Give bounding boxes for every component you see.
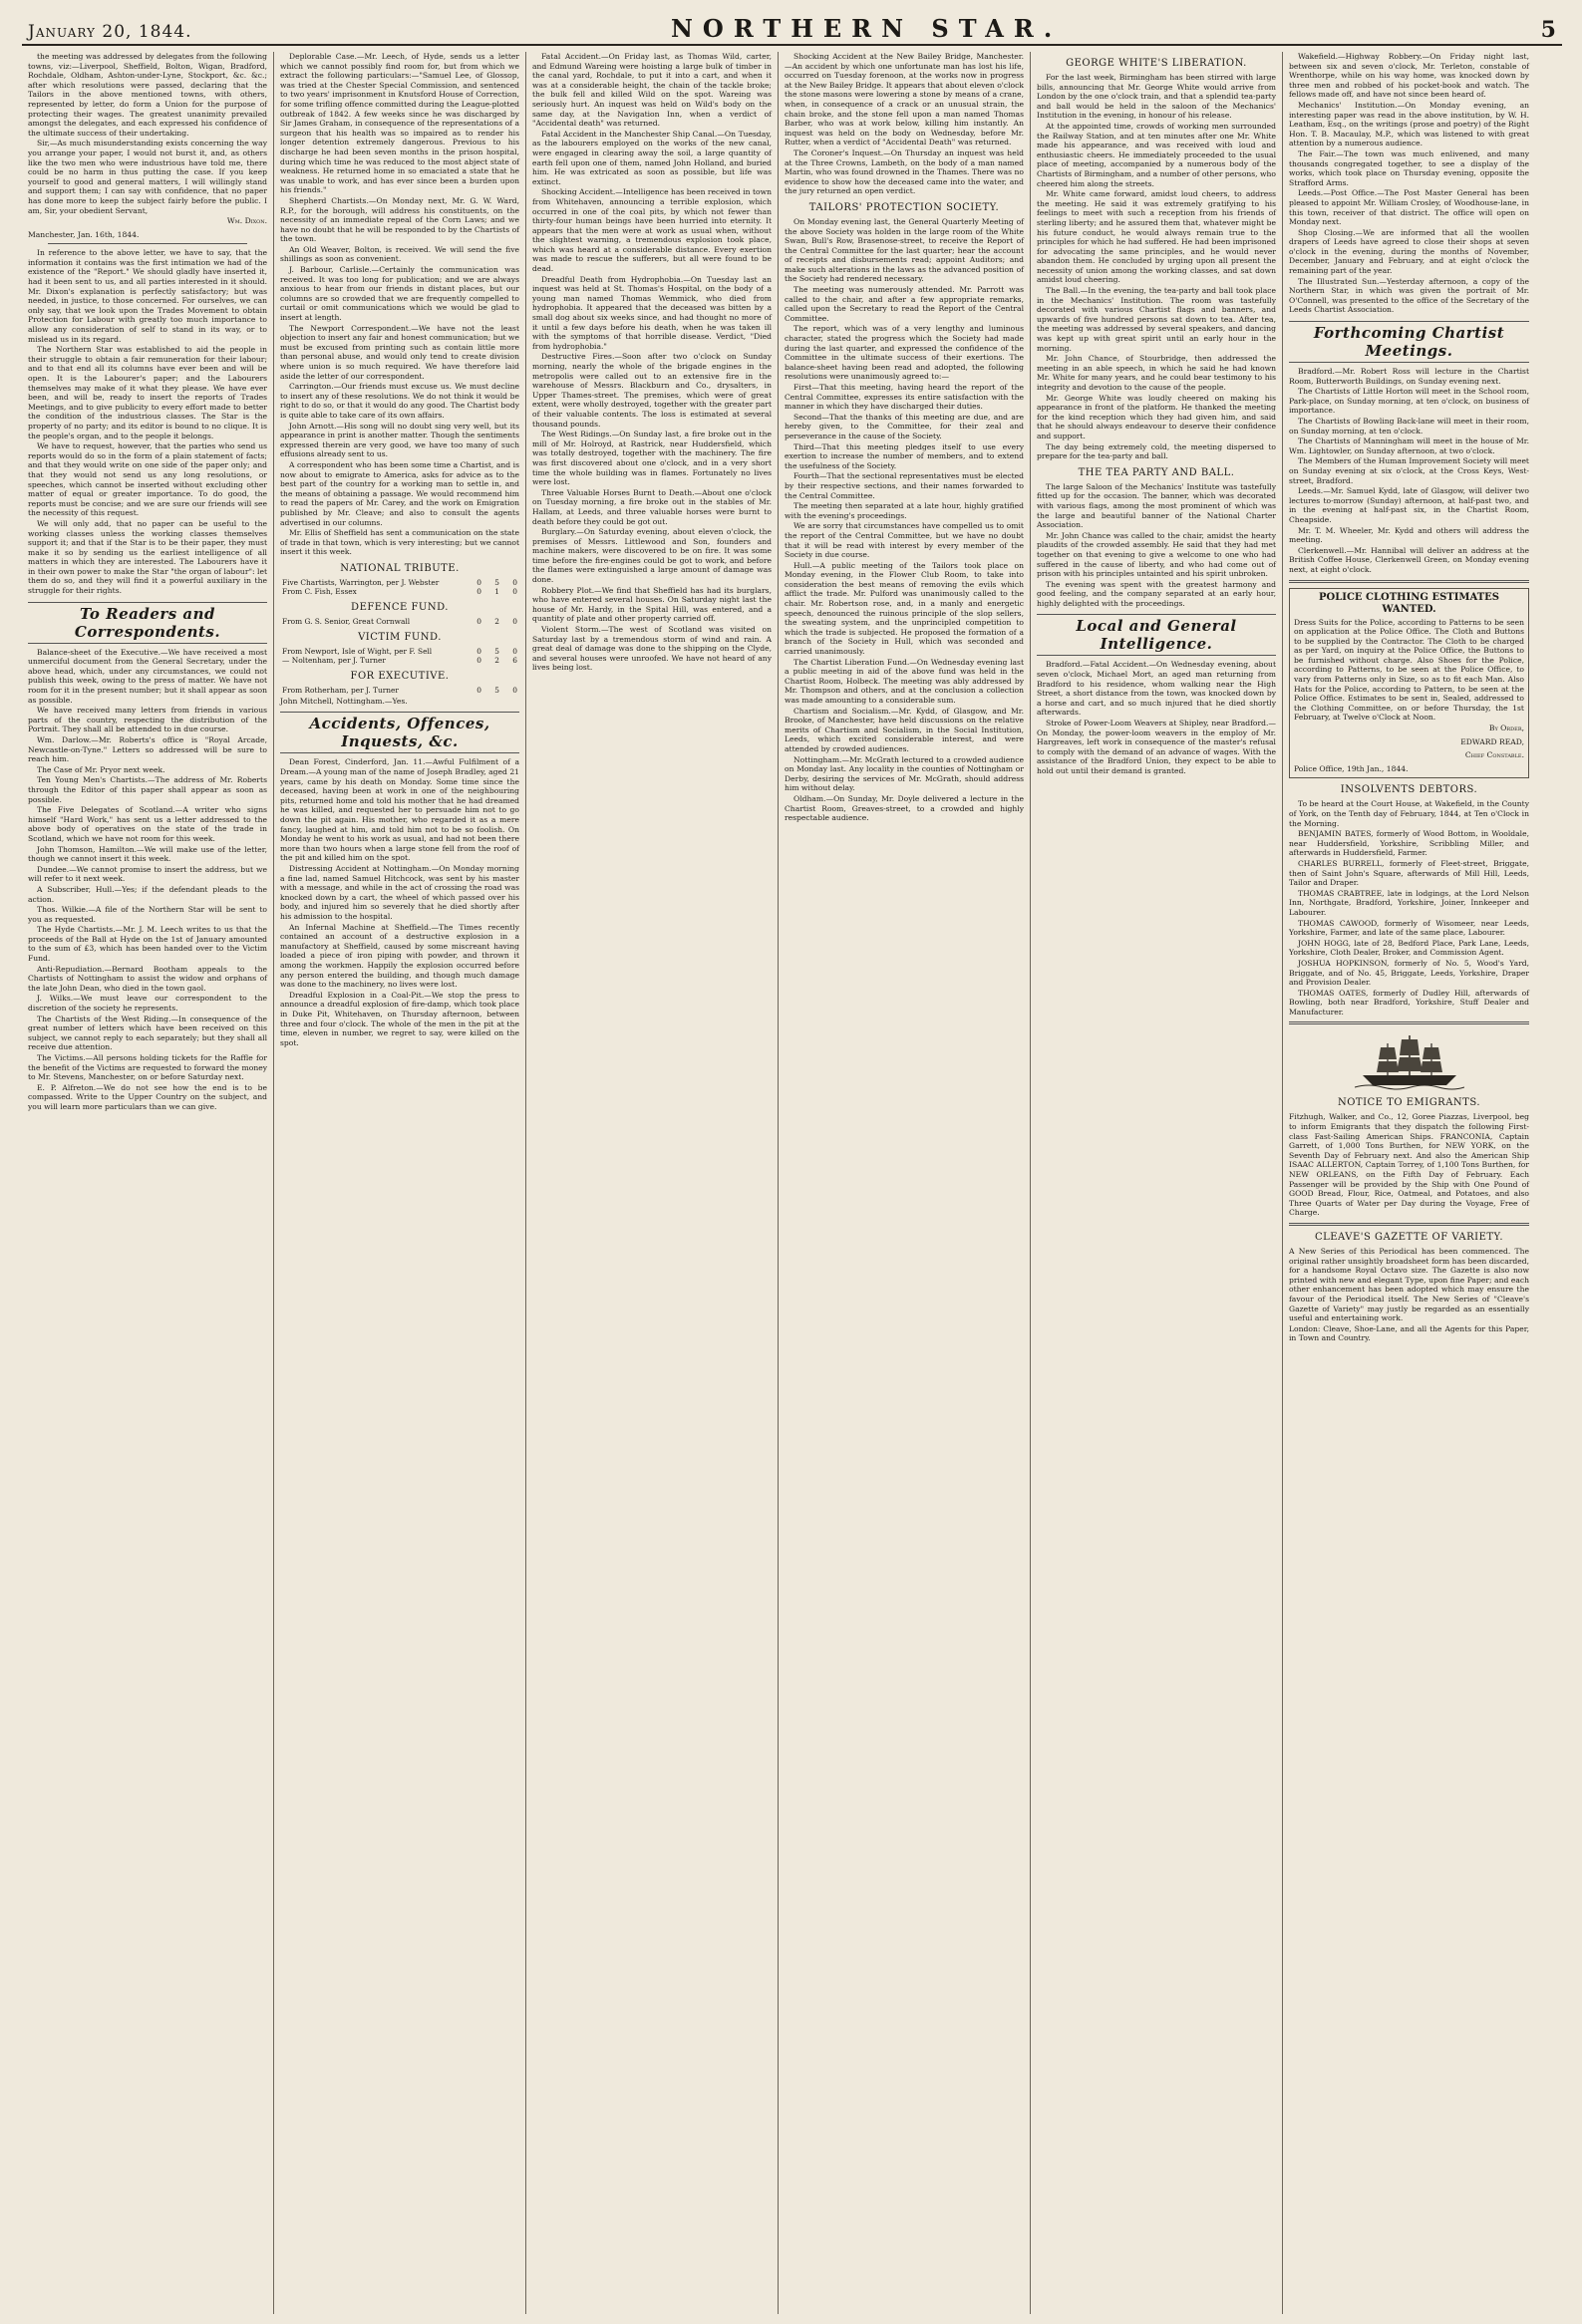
- fund-cell-d: 0: [512, 586, 517, 596]
- correspondent-note: Thos. Wilkie.—A file of the Northern Star will be sent to you as requested.: [28, 905, 267, 924]
- fund-heading-defence: DEFENCE FUND.: [351, 601, 449, 613]
- local-news-paragraph: Bradford.—Fatal Accident.—On Wednesday evening, about seven o'clock, Michael Mort, an aged man returning from Bradford to his residence, whom walking near the High Street, a short distance from the town, was knocked down by a horse and cart, and so much injured that he died shortly afterwards.: [1037, 660, 1276, 718]
- george-white-paragraph: Mr. White came forward, amidst loud cheers, to address the meeting. He said it was extremely gratifying to his feelings to meet with such a reception from his friends of sterling liberty; and he assured them that, whatever might be his future conduct, he would always remain true to the principles for which he had suffered. He had been imprisoned for advocating the same principles, and he would never abandon them. He concluded by urging upon all present the necessity of union among the working classes, and sat down amidst loud cheering.: [1037, 189, 1276, 285]
- tea-party-paragraph: The evening was spent with the greatest harmony and good feeling, and the company separated at an early hour, highly delighted with the proceedings.: [1037, 579, 1276, 608]
- gazette-footer: London: Cleave, Shoe-Lane, and all the Agents for this Paper, in Town and Country.: [1289, 1323, 1529, 1343]
- meeting-notice: The Members of the Human Improvement Society will meet on Sunday evening at six o'clock, at the Cross Keys, West-street, Bradford.: [1289, 456, 1529, 485]
- column-4-body: [785, 52, 1024, 196]
- news-paragraph: The West Ridings.—On Sunday last, a fire broke out in the mill of Mr. Holroyd, at Rastrick, near Huddersfield, which was totally destroyed, together with the machinery. The fire was first discovered about one o'clock, and in a very short time the whole building was in flames. Fortunately no lives were lost.: [532, 430, 772, 487]
- insolvent-entry: JOHN HOGG, late of 28, Bedford Place, Park Lane, Leeds, Yorkshire, Cloth Dealer, Broker, and Commission Agent.: [1289, 938, 1529, 958]
- newspaper-title: NORTHERN STAR.: [670, 14, 1063, 43]
- george-white-heading: GEORGE WHITE'S LIBERATION.: [1066, 58, 1247, 69]
- fund-cell-s: 2: [494, 655, 499, 665]
- tailors-paragraph: Third—That this meeting pledges itself to use every exertion to increase the number of members, and to extend the usefulness of the Society.: [785, 441, 1024, 470]
- tailors-body: [785, 217, 1024, 823]
- advert-signatory: EDWARD READ,: [1460, 736, 1524, 746]
- news-paragraph: A correspondent who has been some time a Chartist, and is now about to emigrate to America, asks for advice as to the best part of the country for a working man to settle in, and the means of obtaining a passage. We would recommend him to read the papers of Mr. Carey, and the work on Emigration published by Mr. Cleave; and also to consult the agents advertised in our columns.: [280, 459, 519, 527]
- tailors-paragraph: We are sorry that circumstances have compelled us to omit the report of the Central Committee, but we have no doubt that it will be read with interest by every member of the Society in due course.: [785, 521, 1024, 560]
- tailors-paragraph: Chartism and Socialism.—Mr. Kydd, of Glasgow, and Mr. Brooke, of Manchester, have held discussions on the relative merits of Chartism and Socialism, in the Social Institution, Leeds, which excited considerable interest, and were attended by crowded audiences.: [785, 706, 1024, 753]
- fund-heading-executive: FOR EXECUTIVE.: [350, 670, 450, 682]
- correspondent-note: E. P. Alfreton.—We do not see how the end is to be compassed. Write to the Upper Country on the subject, and you will learn more particulars than we can give.: [28, 1082, 267, 1111]
- news-paragraph: Burglary.—On Saturday evening, about eleven o'clock, the premises of Messrs. Littlewood and Son, founders and machine makers, were discovered to be on fire. It was some time before the fire-engines could be got to work, and before the flames were extinguished a large amount of damage was done.: [532, 527, 772, 585]
- meetings-heading: Forthcoming Chartist Meetings.: [1289, 321, 1529, 363]
- page-number: 5: [1540, 17, 1556, 43]
- news-paragraph: Mr. Ellis of Sheffield has sent a communication on the state of trade in that town, which is very interesting; but we cannot insert it this week.: [280, 528, 519, 557]
- insolvent-entry: CHARLES BURRELL, formerly of Fleet-street, Briggate, then of Saint John's Square, afterwards of Mill Hill, Leeds, Tailor and Draper.: [1289, 858, 1529, 888]
- fund-cell-s: 2: [494, 616, 499, 626]
- advert-title: POLICE CLOTHING ESTIMATES WANTED.: [1319, 591, 1499, 615]
- issue-date: January 20, 1844.: [28, 22, 192, 42]
- accidents-heading: Accidents, Offences, Inquests, &c.: [280, 712, 519, 753]
- column-6: [1283, 52, 1535, 2314]
- tailors-paragraph: On Monday evening last, the General Quarterly Meeting of the above Society was holden in the large room of the White Swan, Bull's Row, Brasenose-street, to receive the Report of the Central Committee for the last quarter; hear the account of receipts and disbursements read; appoint Auditors; and make such alterations in the laws as the advanced position of the Society had rendered necessary.: [785, 216, 1024, 284]
- news-paragraph: Violent Storm.—The west of Scotland was visited on Saturday last by a tremendous storm of wind and rain. A great deal of damage was done to the shipping on the Clyde, and several houses were unroofed. We have not heard of any lives being lost.: [532, 625, 772, 673]
- correspondent-note: Ten Young Men's Chartists.—The address of Mr. Roberts through the Editor of this paper shall appear as soon as possible.: [28, 775, 267, 804]
- column-4: [779, 52, 1031, 2314]
- fund-cell-d: 0: [512, 646, 517, 656]
- fund-cell-label: — Noltenham, per J. Turner: [282, 655, 386, 665]
- insolvents-heading: INSOLVENTS DEBTORS.: [1340, 784, 1478, 796]
- masthead: [22, 12, 1562, 46]
- correspondent-note: Dundee.—We cannot promise to insert the address, but we will refer to it next week.: [28, 864, 267, 884]
- george-white-body: [1037, 73, 1276, 461]
- gazette-body: A New Series of this Periodical has been commenced. The original rather unsightly broadsheet form has been discarded, for a handsome Royal Octavo size. The Gazette is also now printed with new and elegant Type, upon fine Paper; and each other enhancement has been adopted which may ensure the favour of the Periodical itself. The New Series of "Cleave's Gazette of Variety" may justly be regarded as an essentially useful and entertaining work.: [1289, 1247, 1529, 1323]
- news-paragraph: Mechanics' Institution.—On Monday evening, an interesting paper was read in the above institution, by W. H. Leatham, Esq., on the writings (prose and poetry) of the Right Hon. T. B. Macaulay, M.P., which was listened to with great attention by a numerous audience.: [1289, 100, 1529, 148]
- tailors-paragraph: First—That this meeting, having heard the report of the Central Committee, expresses its entire satisfaction with the manner in which they have discharged their duties.: [785, 383, 1024, 412]
- meeting-notice: Clerkenwell.—Mr. Hannibal will deliver an address at the British Coffee House, Clerkenwell Green, on Monday evening next, at eight o'clock.: [1289, 545, 1529, 574]
- news-paragraph: An Old Weaver, Bolton, is received. We will send the five shillings as soon as convenient.: [280, 244, 519, 264]
- fund-row: [280, 617, 519, 626]
- fund-cell-label: From C. Fish, Essex: [282, 586, 357, 596]
- fund-cell-l: 0: [476, 577, 481, 587]
- tea-party-heading: THE TEA PARTY AND BALL.: [1078, 466, 1235, 478]
- divider: [1289, 580, 1529, 583]
- letter-signature: Wm. Dixon.: [226, 216, 267, 226]
- tea-party-paragraph: The large Saloon of the Mechanics' Institute was tastefully fitted up for the occasion. The banner, which was decorated with various flags, among the most prominent of which was the large and beautiful banner of the National Charter Association.: [1037, 481, 1276, 530]
- accident-report: Distressing Accident at Nottingham.—On Monday morning a fine lad, named Samuel Hitchcock, was sent by his master with a message, and while in the act of crossing the road was knocked down by a cart, the wheel of which passed over his body, and injured him so severely that he died shortly after his admission to the hospital.: [280, 864, 519, 921]
- meeting-notice: The Chartists of Manningham will meet in the house of Mr. Wm. Lightowler, on Sunday afternoon, at two o'clock.: [1289, 436, 1529, 455]
- meeting-notice: The Chartists of Bowling Back-lane will meet in their room, on Sunday morning, at ten o'clock.: [1289, 417, 1529, 436]
- insolvent-entry: THOMAS CAWOOD, formerly of Wisomeer, near Leeds, Yorkshire, Farmer, and late of the same place, Labourer.: [1289, 918, 1529, 938]
- fund-cell-d: 0: [512, 616, 517, 626]
- correspondent-note: John Thomson, Hamilton.—We will make use of the letter, though we cannot insert it this week.: [28, 844, 267, 864]
- tailors-paragraph: Second—That the thanks of this meeting are due, and are hereby given, to the Committee, for their zeal and perseverance in the cause of the Society.: [785, 412, 1024, 440]
- meeting-notice: Bradford.—Mr. Robert Ross will lecture in the Chartist Room, Butterworth Buildings, on Sunday evening next.: [1289, 367, 1529, 386]
- accident-report: Dean Forest, Cinderford, Jan. 11.—Awful Fulfilment of a Dream.—A young man of the name of Joseph Bradley, aged 21 years, came by his death on Monday. Some time since the deceased, having been at work in one of the neighbouring pits, returned home and told his mother that he had dreamed he was killed, and requested her to persuade him not to go down the pit again. His mother, who regarded it as a mere fancy, laughed at him, and told him not to be so foolish. On Monday he went to his work as usual, and had not been there more than two hours when a large stone fell from the roof of the pit and killed him on the spot.: [280, 757, 519, 863]
- fund-cell-d: 0: [512, 685, 517, 695]
- news-paragraph: Dreadful Death from Hydrophobia.—On Tuesday last an inquest was held at St. Thomas's Hospital, on the body of a young man named Thomas Wemmick, who died from hydrophobia. It appeared that the deceased was bitten by a small dog about six weeks since, and had thought no more of it until a few days before his death, when he was taken ill with the symptoms of that horrible disease. Verdict, "Died from hydrophobia.": [532, 274, 772, 351]
- george-white-paragraph: The day being extremely cold, the meeting dispersed to prepare for the tea-party and ball.: [1037, 441, 1276, 461]
- editorial-paragraph: We will only add, that no paper can be useful to the working classes unless the working classes themselves support it; and that if the Star is to be their paper, they must make it so by sending us the earliest intelligence of all matters in which they are interested. The Labourers have it in their own power to make the Star "the organ of labour": let them do so, and they will find it a powerful auxiliary in the struggle for their rights.: [28, 518, 267, 596]
- fund-cell-label: From Rotherham, per J. Turner: [282, 685, 399, 695]
- accident-report: Dreadful Explosion in a Coal-Pit.—We stop the press to announce a dreadful explosion of fire-damp, which took place in Duke Pit, Whitehaven, on Thursday afternoon, between three and four o'clock. The whole of the men in the pit at the time, eleven in number, we regret to say, were killed on the spot.: [280, 990, 519, 1047]
- george-white-paragraph: The Ball.—In the evening, the tea-party and ball took place in the Mechanics' Institution. The room was tastefully decorated with various Chartist flags and banners, and upwards of five hundred persons sat down to tea. After tea, the meeting was addressed by several speakers, and dancing was kept up with great spirit until an early hour in the morning.: [1037, 286, 1276, 353]
- column-3-body: [532, 52, 772, 673]
- correspondent-note: A Subscriber, Hull.—Yes; if the defendant pleads to the action.: [28, 884, 267, 904]
- fund-signature: John Mitchell, Nottingham.—Yes.: [280, 696, 408, 706]
- tea-party-paragraph: Mr. John Chance was called to the chair, amidst the hearty plaudits of the crowded assembly. He said that they had met together on that evening to give a welcome to one who had suffered in the cause of liberty, and who had come out of prison with his principles untainted and his spirit unbroken.: [1037, 530, 1276, 579]
- tea-party-body: [1037, 482, 1276, 609]
- meeting-notice: The Chartists of Little Horton will meet in the School room, Park-place, on Sunday morning, at ten o'clock, on business of importance.: [1289, 387, 1529, 416]
- meeting-notice: Mr. T. M. Wheeler, Mr. Kydd and others will address the meeting.: [1289, 525, 1529, 545]
- fund-cell-s: 1: [494, 586, 499, 596]
- fund-table-national-tribute: [280, 578, 519, 596]
- tailors-paragraph: The Chartist Liberation Fund.—On Wednesday evening last a public meeting in aid of the above fund was held in the Chartist Room, Holbeck. The meeting was ably addressed by Mr. Thompson and others, and at the conclusion a collection was made amounting to a considerable sum.: [785, 657, 1024, 705]
- fund-cell-d: 6: [512, 655, 517, 665]
- news-paragraph: Shop Closing.—We are informed that all the woollen drapers of Leeds have agreed to close their shops at seven o'clock in the evening, during the months of November, December, January and February, and at eight o'clock the remaining part of the year.: [1289, 227, 1529, 276]
- police-clothing-advert: [1289, 588, 1529, 779]
- local-news-paragraph: Stroke of Power-Loom Weavers at Shipley, near Bradford.—On Monday, the power-loom weavers in the employ of Mr. Hargreaves, left work in consequence of the master's refusal to comply with the demand of an advance of wages. With the assistance of the Bradford Union, they expect to be able to hold out until their demand is granted.: [1037, 719, 1276, 775]
- fund-cell-l: 0: [476, 685, 481, 695]
- correspondent-note: The Chartists of the West Riding.—In consequence of the great number of letters which have been received on this subject, we cannot reply to each separately; but they shall all receive due attention.: [28, 1014, 267, 1052]
- local-intelligence-body: [1037, 660, 1276, 775]
- news-paragraph: The Newport Correspondent.—We have not the least objection to insert any fair and honest communication; but we must be excused from printing such as contain little more than personal abuse, and would only tend to create division where union is so much required. We have therefore laid aside the letter of our correspondent.: [280, 323, 519, 381]
- correspondent-note: The Victims.—All persons holding tickets for the Raffle for the benefit of the Victims are requested to forward the money to Mr. Stevens, Manchester, on or before Saturday next.: [28, 1053, 267, 1082]
- fund-cell-l: 0: [476, 655, 481, 665]
- gazette-heading: CLEAVE'S GAZETTE OF VARIETY.: [1314, 1232, 1504, 1243]
- news-paragraph: Wakefield.—Highway Robbery.—On Friday night last, between six and seven o'clock, Mr. Terleton, constable of Wrenthorpe, while on his way home, was knocked down by three men and robbed of his pocket-book and watch. The fellows made off, and have not since been heard of.: [1289, 52, 1529, 100]
- column-5: [1031, 52, 1283, 2314]
- meeting-notice: Leeds.—Mr. Samuel Kydd, late of Glasgow, will deliver two lectures to-morrow (Sunday) afternoon, at half-past two, and in the evening at half-past six, in the Chartist Room, Cheapside.: [1289, 486, 1529, 524]
- news-paragraph: The Coroner's Inquest.—On Thursday an inquest was held at the Three Crowns, Lambeth, on the body of a man named Martin, who was found drowned in the Thames. There was no evidence to show how the deceased came into the water, and the jury returned an open verdict.: [785, 147, 1024, 196]
- news-paragraph: Leeds.—Post Office.—The Post Master General has been pleased to appoint Mr. William Crosley, of Woodhouse-lane, in this town, receiver of that district. The office will open on Monday next.: [1289, 188, 1529, 227]
- george-white-paragraph: Mr. George White was loudly cheered on making his appearance in front of the platform. He thanked the meeting for the kind reception which they had given him, and said that he should always endeavour to deserve their confidence and support.: [1037, 393, 1276, 440]
- advert-signatory-role: Chief Constable.: [1464, 750, 1524, 760]
- insolvent-entry: THOMAS OATES, formerly of Dudley Hill, afterwards of Bowling, both near Bradford, Yorkshire, Stuff Dealer and Manufacturer.: [1289, 988, 1529, 1017]
- news-paragraph: John Arnott.—His song will no doubt sing very well, but its appearance in print is another matter. Though the sentiments expressed therein are very good, we have too many of such effusions already sent to us.: [280, 421, 519, 459]
- meetings-list: [1289, 367, 1529, 574]
- insolvents-list: [1289, 799, 1529, 1017]
- fund-row: [280, 647, 519, 656]
- column-2-body: [280, 52, 519, 557]
- fund-row: [280, 578, 519, 587]
- news-paragraph: J. Barbour, Carlisle.—Certainly the communication was received. It was too long for publication; and we are always anxious to hear from our friends in distant places, but our columns are so crowded that we are frequently compelled to curtail or omit communications which we would be glad to insert at length.: [280, 265, 519, 323]
- letter-body: [28, 52, 267, 215]
- fund-row: [280, 686, 519, 695]
- news-paragraph: Deplorable Case.—Mr. Leech, of Hyde, sends us a letter which we cannot possibly find room for, but from which we extract the following particulars:—"Samuel Lee, of Glossop, was tried at the Chester Special Commission, and sentenced to two years' imprisonment in Knutsford House of Correction, for some trifling offence committed during the League-plotted outbreak of 1842. A few weeks since he was discharged by Sir James Graham, in consequence of the representations of a surgeon that his health was so impaired as to render his longer detention extremely dangerous. Previous to his discharge he had been seven months in the prison hospital, during which time he was reduced to the most abject state of weakness. He returned home in so emaciated a state that he was unable to work, and has ever since been a burden upon his friends.": [280, 52, 519, 195]
- editorial-paragraph: The Northern Star was established to aid the people in their struggle to obtain a fair remuneration for their labour; and to that end all its columns have ever been and will be open. It is the Labourer's paper; and the Labourers themselves may make of it what they please. We have ever been, and will be, ready to insert the reports of Trades Meetings, and to give publicity to every effort made to better the condition of the industrious classes. The Star is the property of no party; and its editor is bound to no clique. It is the people's organ, and to the people it belongs.: [28, 345, 267, 440]
- correspondents-heading: To Readers and Correspondents.: [28, 602, 267, 644]
- news-paragraph: Three Valuable Horses Burnt to Death.—About one o'clock on Tuesday morning, a fire broke out in the stables of Mr. Hallam, at Leeds, and three valuable horses were burnt to death before they could be got out.: [532, 487, 772, 526]
- column-3: [526, 52, 779, 2314]
- news-paragraph: Destructive Fires.—Soon after two o'clock on Sunday morning, nearly the whole of the brigade engines in the metropolis were called out to an extensive fire in the warehouse of Messrs. Blackburn and Co., drysalters, in Upper Thames-street. The premises, which were of great extent, were wholly destroyed, together with the greater part of their valuable contents. The loss is estimated at several thousand pounds.: [532, 352, 772, 429]
- fund-cell-l: 0: [476, 616, 481, 626]
- accident-report: An Infernal Machine at Sheffield.—The Times recently contained an account of a destructive explosion in a manufactory at Sheffield, caused by some miscreant having loaded a piece of iron piping with powder, and thrown it among the workmen. Happily the explosion occurred before any person entered the building, and though much damage was done to the machinery, no lives were lost.: [280, 922, 519, 990]
- fund-heading-national-tribute: NATIONAL TRIBUTE.: [340, 562, 460, 574]
- news-paragraph: Robbery Plot.—We find that Sheffield has had its burglars, who have entered several houses. On Saturday night last the house of Mr. Hardy, in the Spital Hill, was entered, and a quantity of plate and other property carried off.: [532, 585, 772, 624]
- accidents-list: [280, 757, 519, 1047]
- fund-cell-l: 0: [476, 586, 481, 596]
- letter-place-date: Manchester, Jan. 16th, 1844.: [28, 229, 140, 239]
- news-paragraph: Shocking Accident at the New Bailey Bridge, Manchester.—An accident by which one unfortunate man has lost his life, occurred on Tuesday forenoon, at the works now in progress at the New Bailey Bridge. It appears that about eleven o'clock the stone masons were lowering a stone by means of a crane, when, in consequence of a crack or an unusual strain, the chain broke, and the stone fell upon a man named Thomas Barber, who was at work below, killing him instantly. An inquest was held on the body on Wednesday, before Mr. Rutter, when a verdict of "Accidental Death" was returned.: [785, 52, 1024, 147]
- fund-cell-s: 5: [494, 646, 499, 656]
- news-paragraph: Carrington.—Our friends must excuse us. We must decline to insert any of these resolutions. We do not think it would be right to do so, or that it would do any good. The Chartist body is quite able to take care of its own affairs.: [280, 382, 519, 420]
- letter-paragraph: the meeting was addressed by delegates from the following towns, viz:—Liverpool, Sheffield, Bolton, Wigan, Bradford, Rochdale, Oldham, Ashton-under-Lyne, Stockport, &c. &c.; after which resolutions were passed, declaring that the Tailors in the above mentioned towns, with others, represented by letter, do form a Union for the purpose of protecting their wages. The greatest unanimity prevailed amongst the delegates, and each expressed his confidence of the ultimate success of their undertaking.: [28, 52, 267, 138]
- correspondent-note: J. Wilks.—We must leave our correspondent to the discretion of the society he represents.: [28, 994, 267, 1014]
- columns: [22, 52, 1562, 2314]
- tailors-paragraph: The meeting was numerously attended. Mr. Parrott was called to the chair, and after a few appropriate remarks, called upon the Secretary to read the Report of the Central Committee.: [785, 285, 1024, 323]
- letter-paragraph: Sir,—As much misunderstanding exists concerning the way you arrange your paper, I would not burst it, and, as others like the two men who were industrious have told me, there could be no harm in thus putting the case. If you keep yourself to good and general matters, I will willingly stand and support them; I can say with confidence, that no paper has done more to keep the subject fairly before the public. I am, Sir, your obedient Servant,: [28, 139, 267, 215]
- correspondent-note: Anti-Repudiation.—Bernard Bootham appeals to the Chartists of Nottingham to assist the widow and orphans of the late John Dean, who died in the town gaol.: [28, 964, 267, 993]
- fund-cell-d: 0: [512, 577, 517, 587]
- fund-heading-victim: VICTIM FUND.: [358, 631, 442, 643]
- correspondent-note: The Five Delegates of Scotland.—A writer who signs himself "Hard Work," has sent us a letter addressed to the above body of operatives on the state of the trade in Scotland, which we have not room for this week.: [28, 805, 267, 843]
- advert-body: Dress Suits for the Police, according to Patterns to be seen on application at the Police Office. The Cloth and Buttons to be supplied by the Contractor. The Cloth to be charged as per Yard, on inquiry at the Police Office, the Buttons to be furnished without charge. Also Shoes for the Police, according to Patterns, to be seen at the Police Office, to vary from Patterns only in Size, so as to fit each Man. Also Hats for the Police, according to Pattern, to be seen at the Police Office. Estimates to be sent in, Sealed, addressed to the Clothing Committee, on or before Thursday, the 1st February, at Twelve o'Clock at Noon.: [1294, 617, 1524, 723]
- editorial-paragraph: In reference to the above letter, we have to say, that the information it contains was the first intimation we had of the existence of the "Report." We should gladly have inserted it, had it been sent to us, and all parties interested in it should. Mr. Dixon's explanation is perfectly satisfactory; but was needed, in justice, to those concerned. For ourselves, we can only say, that we look upon the Trades Movement to obtain Protection for Labour with greatly too much importance to allow any consideration of self to stand in its way, or to mislead us in its regard.: [28, 248, 267, 344]
- correspondent-note: The Hyde Chartists.—Mr. J. M. Leech writes to us that the proceeds of the Ball at Hyde on the 1st of January amounted to the sum of £3, which has been handed over to the Victim Fund.: [28, 925, 267, 964]
- fund-table-defence: [280, 617, 519, 626]
- news-paragraph: The Illustrated Sun.—Yesterday afternoon, a copy of the Northern Star, in which was given the portrait of Mr. O'Connell, was presented to the office of the Secretary of the Leeds Chartist Association.: [1289, 276, 1529, 315]
- editorial-body: [28, 248, 267, 595]
- news-paragraph: Shocking Accident.—Intelligence has been received in town from Whitehaven, announcing a terrible explosion, which occurred in one of the coal pits, by which not fewer than thirty-four human beings have been hurried into eternity. It appears that the men were at work as usual when, without the slightest warning, a tremendous explosion took place, which was heard at a considerable distance. Every exertion was made to rescue the sufferers, but all were found to be dead.: [532, 187, 772, 274]
- fund-cell-label: From Newport, Isle of Wight, per F. Sell: [282, 646, 433, 656]
- insolvent-entry: BENJAMIN BATES, formerly of Wood Bottom, in Wooldale, near Huddersfield, Yorkshire, Scribbling Miller, and afterwards in Huddersfield, Farmer.: [1289, 829, 1529, 858]
- fund-row: [280, 656, 519, 665]
- divider: [48, 243, 247, 244]
- emigrants-heading: NOTICE TO EMIGRANTS.: [1337, 1097, 1481, 1109]
- correspondent-note: Wm. Darlow.—Mr. Roberts's office is "Royal Arcade, Newcastle-on-Tyne." Letters so addressed will be sure to reach him.: [28, 735, 267, 764]
- fund-table-executive: [280, 686, 519, 695]
- local-intelligence-heading: Local and General Intelligence.: [1037, 614, 1276, 656]
- emigrants-body: Fitzhugh, Walker, and Co., 12, Goree Piazzas, Liverpool, beg to inform Emigrants that they dispatch the following First-class Fast-Sailing American Ships. FRANCONIA, Captain Garrett, of 1,000 Tons Burthen, for NEW YORK, on the Seventh Day of February next. And also the American Ship ISAAC ALLERTON, Captain Torrey, of 1,100 Tons Burthen, for NEW ORLEANS, on the Fifth Day of February. Each Passenger will be provided by the Ship with One Pound of GOOD Bread, Flour, Rice, Oatmeal, and Potatoes, and also Three Quarts of Water per Day during the Voyage, Free of Charge.: [1289, 1112, 1529, 1218]
- column-2: [274, 52, 526, 2314]
- insolvent-entry: To be heard at the Court House, at Wakefield, in the County of York, on the Tenth day of February, 1844, at Ten o'Clock in the Morning.: [1289, 799, 1529, 828]
- news-paragraph: Shepherd Chartists.—On Monday next, Mr. G. W. Ward, R.P., for the borough, will address his constituents, on the necessity of an immediate repeal of the Corn Laws; and we have no doubt that he will be responded to by the Chartists of the town.: [280, 195, 519, 244]
- editorial-paragraph: We have to request, however, that the parties who send us reports would do so in the form of a plain statement of facts; and that they would write on one side of the paper only; and that they would not send us any long resolutions, or speeches, which cannot be inserted without excluding other matter of equal or greater importance. To do good, the reports must be concise; and we are sure our friends will see the necessity of this request.: [28, 441, 267, 518]
- correspondent-note: We have received many letters from friends in various parts of the country, respecting the distribution of the Portrait. They shall all be attended to in due course.: [28, 706, 267, 734]
- news-paragraph: The Fair.—The town was much enlivened, and many thousands congregated together, to see a display of the works, which took place on Thursday evening, opposite the Strafford Arms.: [1289, 148, 1529, 187]
- news-paragraph: Fatal Accident.—On Friday last, as Thomas Wild, carter, and Edmund Wareing were hoisting a large bulk of timber in the canal yard, Rochdale, to put it into a cart, and when it was at a considerable height, the chain of the tackle broke; the bulk fell and killed Wild on the spot. Wareing was seriously hurt. An inquest was held on Wild's body on the same day, at the Navigation Inn, when a verdict of "Accidental death" was returned.: [532, 52, 772, 129]
- george-white-paragraph: For the last week, Birmingham has been stirred with large bills, announcing that Mr. George White would arrive from London by the one o'clock train, and that a splendid tea-party and ball would be held in the saloon of the Mechanics' Institution in the evening, in honour of his release.: [1037, 73, 1276, 121]
- correspondents-list: [28, 648, 267, 1112]
- column-1: [22, 52, 274, 2314]
- george-white-paragraph: Mr. John Chance, of Stourbridge, then addressed the meeting in an able speech, in which he said he had known Mr. White for many years, and he could bear testimony to his integrity and devotion to the cause of the people.: [1037, 354, 1276, 392]
- fund-cell-label: From G. S. Senior, Great Cornwall: [282, 616, 411, 626]
- insolvent-entry: THOMAS CRABTREE, late in lodgings, at the Lord Nelson Inn, Northgate, Bradford, Yorkshire, Joiner, Innkeeper and Labourer.: [1289, 888, 1529, 917]
- insolvent-entry: JOSHUA HOPKINSON, formerly of No. 5, Wood's Yard, Briggate, and of No. 45, Briggate, Leeds, Yorkshire, Draper and Provision Dealer.: [1289, 958, 1529, 988]
- fund-cell-s: 5: [494, 685, 499, 695]
- tailors-paragraph: Oldham.—On Sunday, Mr. Doyle delivered a lecture in the Chartist Room, Greaves-street, to a crowded and highly respectable audience.: [785, 793, 1024, 823]
- news-paragraph: Fatal Accident in the Manchester Ship Canal.—On Tuesday, as the labourers employed on the works of the new canal, were engaged in clearing away the soil, a large quantity of earth fell upon one of them, named John Holland, and buried him. He was extricated as soon as possible, but life was extinct.: [532, 129, 772, 186]
- fund-cell-l: 0: [476, 646, 481, 656]
- tailors-paragraph: Nottingham.—Mr. McGrath lectured to a crowded audience on Monday last. Any locality in the counties of Nottingham or Derby, desiring the services of Mr. McGrath, should address him without delay.: [785, 754, 1024, 793]
- advert-by-order: By Order,: [1488, 724, 1524, 733]
- fund-table-victim: [280, 647, 519, 665]
- column-6-body: [1289, 52, 1529, 315]
- divider: [1289, 1223, 1529, 1226]
- fund-cell-label: Five Chartists, Warrington, per J. Webster: [282, 577, 440, 587]
- correspondent-note: Balance-sheet of the Executive.—We have received a most unmerciful document from the General Secretary, under the above head, which, under any circumstances, we could not publish this week, owing to the press of matter. We have not room for it in the present number; but it shall appear as soon as possible.: [28, 647, 267, 705]
- correspondent-note: The Case of Mr. Pryor next week.: [37, 764, 165, 774]
- tailors-paragraph: The meeting then separated at a late hour, highly gratified with the evening's proceedings.: [785, 501, 1024, 520]
- tailors-paragraph: Hull.—A public meeting of the Tailors took place on Monday evening, in the Flower Club Room, to take into consideration the best means of removing the evils which afflict the trade. Mr. Pulford was unanimously called to the chair. Mr. Robertson rose, and, in a manly and energetic speech, denounced the ruinous principle of the slop sellers, the sweating system, and the unprincipled competition to which the trade is subjected. He proposed the formation of a branch of the Society in Hull, which was seconded and carried unanimously.: [785, 560, 1024, 657]
- advert-footer: Police Office, 19th Jan., 1844.: [1294, 763, 1409, 773]
- tailors-paragraph: Fourth—That the sectional representatives must be elected by their respective sections, and their names forwarded to the Central Committee.: [785, 471, 1024, 500]
- sailing-ship-icon: [1355, 1029, 1464, 1091]
- fund-row: [280, 587, 519, 596]
- tailors-heading: TAILORS' PROTECTION SOCIETY.: [808, 201, 1000, 213]
- divider: [1289, 1021, 1529, 1024]
- tailors-paragraph: The report, which was of a very lengthy and luminous character, stated the progress which the Society had made during the last quarter, and expressed the confidence of the Committee in the ultimate success of their exertions. The balance-sheet having been read and adopted, the following resolutions were unanimously agreed to:—: [785, 324, 1024, 382]
- fund-cell-s: 5: [494, 577, 499, 587]
- george-white-paragraph: At the appointed time, crowds of working men surrounded the Railway Station, and at ten minutes after one Mr. White made his appearance, and was received with loud and enthusiastic cheers. He immediately proceeded to the usual place of meeting, accompanied by a numerous body of the Chartists of Birmingham, and a number of other persons, who cheered him along the streets.: [1037, 121, 1276, 188]
